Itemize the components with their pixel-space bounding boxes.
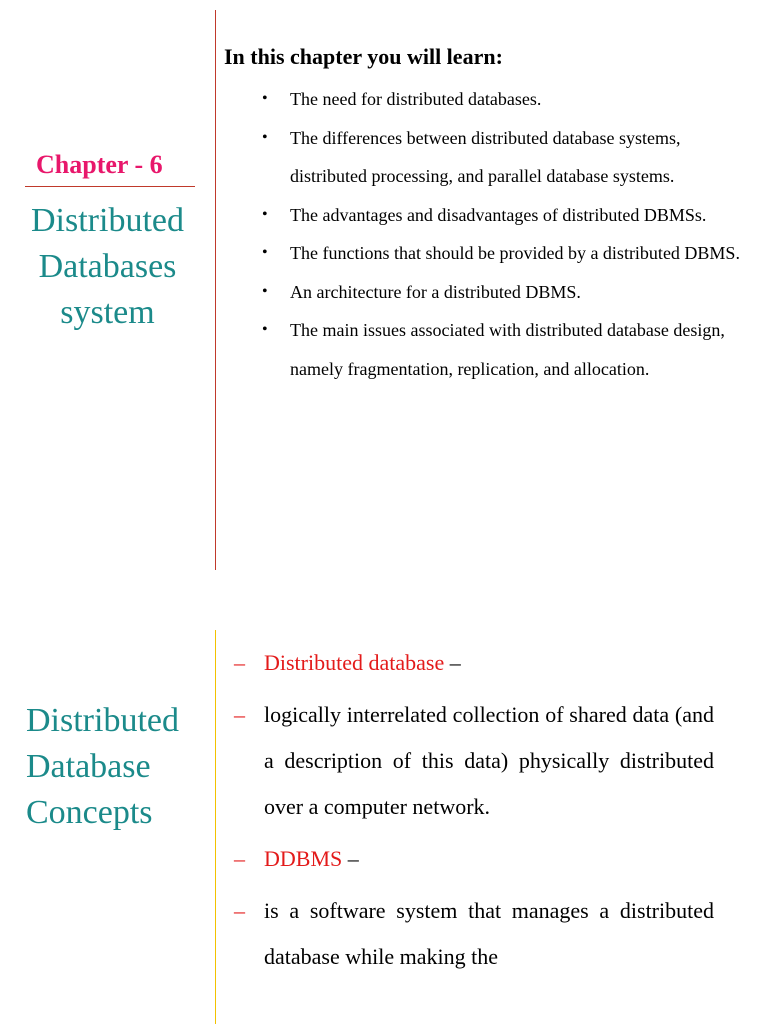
list-item	[262, 234, 752, 273]
learning-objectives-list	[262, 80, 752, 388]
list-item	[234, 836, 714, 882]
dash-icon: –	[234, 846, 245, 871]
slide1-side-title-line: Distributed	[31, 202, 184, 239]
list-item-text: The advantages and disadvantages of distributed DBMSs.	[290, 204, 707, 225]
list-item-text: An architecture for a distributed DBMS.	[290, 281, 581, 302]
concepts-list	[234, 640, 714, 980]
term-ddbms: DDBMS	[264, 846, 343, 871]
list-item-text: The functions that should be provided by a distributed DBMS.	[290, 243, 740, 263]
list-item	[262, 311, 752, 388]
definition-text: logically interrelated collection of shared data (and a description of this data) physically distributed over a computer network.	[264, 702, 714, 819]
dash-icon: –	[234, 898, 245, 923]
dash-icon: –	[234, 650, 245, 675]
list-item	[262, 196, 752, 235]
slide1-divider	[215, 10, 216, 570]
slide2-side-title-line: Database	[26, 748, 151, 785]
bullet-icon: •	[262, 128, 268, 146]
list-item	[262, 80, 752, 119]
bullet-icon: •	[262, 244, 268, 261]
bullet-icon: •	[262, 90, 268, 107]
list-item-text: The main issues associated with distributed database design, namely fragmentation, replication, and allocation.	[290, 320, 725, 379]
term-distributed-database: Distributed database	[264, 650, 445, 675]
definition-text: is a software system that manages a distributed database while making the	[264, 898, 714, 969]
bullet-icon: •	[262, 282, 268, 300]
chapter-label: Chapter - 6	[36, 150, 163, 179]
learn-heading: In this chapter you will learn:	[224, 44, 503, 69]
list-item-text: The need for distributed databases.	[290, 89, 542, 109]
chapter-underline	[25, 186, 195, 187]
list-item	[234, 888, 714, 980]
list-item	[234, 640, 714, 686]
slide1-side-title	[0, 198, 215, 336]
dash-icon: –	[234, 702, 245, 727]
bullet-icon: •	[262, 321, 268, 338]
term-suffix: –	[444, 650, 461, 675]
list-item	[234, 692, 714, 830]
slide2-side-title	[26, 698, 216, 836]
slide2-side-title-line: Concepts	[26, 794, 153, 831]
list-item	[262, 273, 752, 312]
slide1-side-title-line: Databases	[38, 248, 177, 285]
slide1-side-title-line: system	[60, 294, 155, 331]
bullet-icon: •	[262, 205, 268, 223]
list-item	[262, 119, 752, 196]
slide2-side-title-line: Distributed	[26, 702, 179, 739]
term-suffix: –	[342, 846, 359, 871]
list-item-text: The differences between distributed database systems, distributed processing, and parallel database systems.	[290, 127, 681, 186]
